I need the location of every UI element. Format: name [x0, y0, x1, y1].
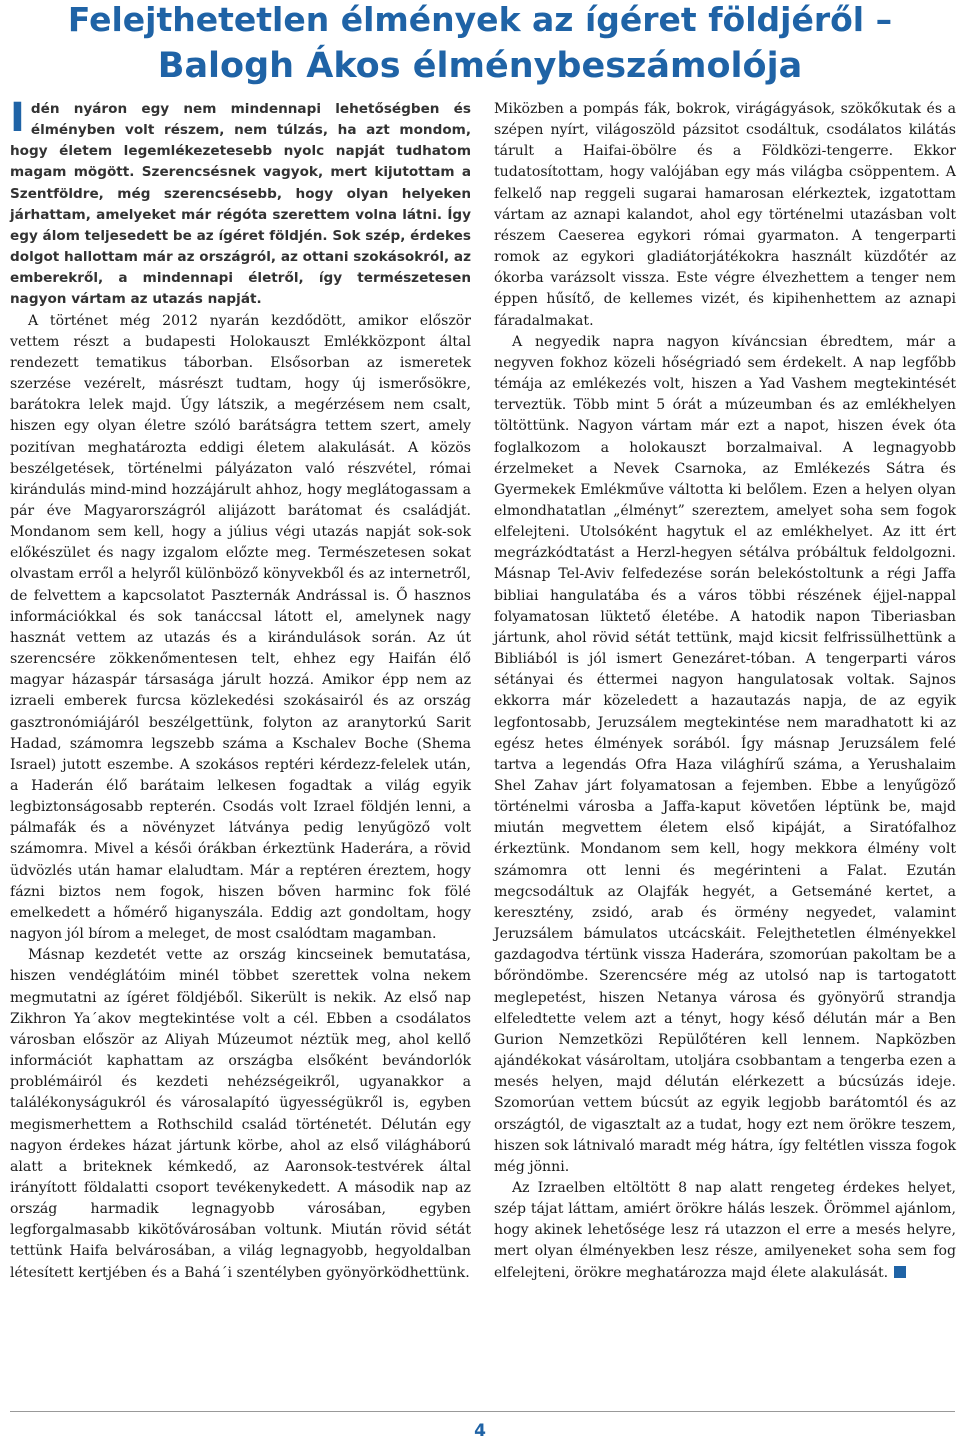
intro-paragraph: [10, 95, 471, 311]
body-paragraph: Miközben a pompás fák, bokrok, virágágyások, szökőkutak és a szépen nyírt, világoszöld pázsitot csodáltuk, csodálatos kilátás tárult a Haifai-öbölre és a Földközi-tengerre. Ekkor tudatosítottam, hogy valójában egy más világba csöppentem. A felkelő nap reggeli sugarai hamarosan elérkeztek, izgatottam vártam az aznapi kalandot, ahol egy történelmi utazásban volt részem Caeserea egykori római gyarmaton. A tengerparti romok az egykori gladiátorjátékokra használt küzdőtér az ókorba varázsolt vissza. Este végre élvezhettem a tenger nem éppen hűsítő, de kellemes vizét, és kipihenhettem az aznapi fáradalmakat.: [494, 101, 956, 329]
left-column: [10, 95, 471, 1284]
intro-text: dén nyáron egy nem mindennapi lehetőségben és élményben volt részem, nem túlzás, ha azt mondom, hogy életem legemlékezetesebb nyolc napját tudhatom magam mögött. Szerencsésnek vagyok, mert kijutottam a Szentföldre, még szerencsésebb, hogy olyan helyeken járhattam, amelyeket már régóta szerettem volna látni. Így egy álom teljesedett be az ígéret földjén. Sok szép, érdekes dolgot hallottam már az országról, az ottani szokásokról, az emberekről, a mindennapi életről, így természetesen nagyon vártam az utazás napját.: [10, 101, 471, 308]
footer-rule: [10, 1411, 955, 1412]
end-mark-square-icon: [894, 1266, 906, 1278]
article-title-line-2: Balogh Ákos élménybeszámolója: [157, 46, 803, 86]
article-title-line-1: Felejthetetlen élmények az ígéret földjéről –: [67, 0, 893, 39]
body-paragraph: A negyedik napra nagyon kíváncsian ébredtem, már a negyven fokhoz közeli hőségriadó sem érdekelt. A nap legfőbb témája az emlékezés volt, hiszen a Yad Vashem megtekintését terveztük. Több mint 5 órát a múzeumban és az emlékhelyen töltöttünk. Nagyon vártam már ezt a napot, hiszen évek óta foglalkozom a holokauszt borzalmaival. A legnagyobb érzelmeket a Nevek Csarnoka, az Emlékezés Sátra és Gyermekek Emlékműve váltotta ki belőlem. Ezen a helyen olyan elmondhatatlan „élményt” szereztem, amelyet soha sem fogok elfelejteni. Utolsóként hagytuk el az emlékhelyet. Az itt ért megrázkódtatást a Herzl-hegyen sétálva próbáltuk feldolgozni. Másnap Tel-Aviv felfedezése során belekóstoltunk a régi Jaffa bibliai hangulatába és a város többi részének éjjel-nappal folyamatosan lüktető életébe. A hatodik napon Tiberiasban jártunk, ahol rövid sétát tettünk, majd kicsit felfrissülhettünk a Bibliából is jól ismert Genezáret-tóban. A tengerparti város sétányai és éttermei nagyon hangulatosak voltak. Sajnos ekkorra már közeledett a hazautazás napja, de az egyik legfontosabb, Jeruzsálem megtekintése nem maradhatott ki az egész hetes élmények sorából. Így másnap Jeruzsálem felé tartva a legendás Ofra Haza világhírű száma, a Yerushalaim Shel Zahav járt folyamatosan a fejemben. Ebbe a lenyűgöző történelmi városba a Jaffa-kaput követően léptünk be, majd miután megvettem életem első kipáját, a Siratófalhoz érkeztünk. Mondanom sem kell, hogy mekkora élmény volt számomra ott lenni és megérinteni a Falat. Ezután megcsodáltuk az Olajfák hegyét, a Getsemáné kertet, a keresztény, zsidó, arab és örmény negyedet, valamint Jeruzsálem bámulatos utcácskáit. Felejthetetlen élményekkel gazdagodva tértünk vissza Haderára, szomorúan pakoltam be a bőröndömbe. Szerencsére még az utolsó nap is tartogatott meglepetést, hiszen Netanya városa és gyönyörű strandja elfeledtette velem azt a tényt, hogy késő délután már a Ben Gurion Nemzetközi Repülőtéren kell lennem. Napközben ajándékokat vásároltam, utoljára csobbantam a tengerba ezen a mesés helyen, majd délután elérkezett a búcsúzás ideje. Szomorúan vettem búcsút az egyik legjobb barátomtól és az országtól, de vigasztalt az a tudat, hogy ezt nem örökre teszem, hiszen sok látnivaló maradt még hátra, így feltétlen vissza fogok még jönni.: [494, 333, 956, 1175]
right-column: [494, 99, 956, 1284]
drop-cap: I: [10, 95, 25, 141]
body-paragraph: A történet még 2012 nyarán kezdődött, amikor először vettem részt a budapesti Holokauszt Emlékközpont által rendezett tematikus táborban. Elsősorban az ismeretek szerzése vezérelt, másrészt tudtam, hogy új ismerősökre, barátokra lelek majd. Úgy látszik, a megérzésem nem csalt, hiszen egy olyan életre szóló barátságra tettem szert, amely pozitívan meghatározta eddigi életem alakulását. A közös beszélgetések, történelmi pályázaton való részvétel, római kirándulás mind-mind hozzájárult ahhoz, hogy meglátogassam a pár éve Magyarországról alijázott barátomat és családját. Mondanom sem kell, hogy a július végi utazás napját sok-sok előkészület és nagy izgalom előzte meg. Természetesen sokat olvastam erről a helyről különböző könyvekből és az internetről, de felvettem a kapcsolatot Paszternák Andrással is. Ő hasznos információkkal és sok tanáccsal látott el, amelynek nagy hasznát vettem az utazás és a kirándulások során. Az út szerencsére zökkenőmentesen telt, ehhez egy Haifán élő magyar házaspár társasága járult hozzá. Amikor épp nem az izraeli emberek furcsa közlekedési szokásairól és az ország gasztronómiájáról beszélgettünk, folyton az aranytorkú Sarit Hadad, számomra legszebb száma a Kschalev Boche (Shema Israel) jutott eszembe. A szokásos reptéri kérdezz-felelek után, a Haderán élő barátaim lelkesen fogadtak a világ egyik legbiztonságosabb repterén. Csodás volt Izrael földjén lenni, a pálmafák és a növényzet látványa pedig lenyűgöző volt számomra. Mivel a késői órákban érkeztünk Haderára, a rövid üdvözlés után hamar elaludtam. Már a reptéren éreztem, hogy fázni biztos nem fogok, hiszen bőven harminc fok fölé emelkedett a hőmérő higanyszála. Eddig azt gondoltam, hogy nagyon jól bírom a meleget, de most csalódtam magamban.: [10, 312, 471, 943]
page-number: 4: [474, 1421, 486, 1441]
body-paragraph-final: [494, 1178, 956, 1284]
final-paragraph-text: Az Izraelben eltöltött 8 nap alatt rengeteg érdekes helyet, szép tájat láttam, amiért örökre hálás leszek. Örömmel ajánlom, hogy akinek lehetősége lesz rá utazzon el erre a mesés helyre, mert olyan élményekben lesz része, amilyeneket soha sem fog elfelejteni, örökre meghatározza majd élete alakulását.: [494, 1179, 956, 1281]
body-paragraph: Másnap kezdetét vette az ország kincseinek bemutatása, hiszen vendéglátóim minél többet szerettek volna nekem megmutatni az ígéret földjéből. Sikerült is nekik. Az első nap Zikhron Ya´akov megtekintése volt a cél. Ebben a csodálatos városban először az Aliyah Múzeumot néztük meg, ahol kellő információt kaphattam az országba elsőként bevándorlók problémáiról és kezdeti nehézségeikről, ugyanakkor a találékonyságukról és városalapító ügyességükről is, egyben megismerhettem a Rothschild család történetét. Délután egy nagyon érdekes házat jártunk körbe, ahol az első világháború alatt a briteknek kémkedő, az Aaronsok-testvérek által irányított földalatti csoport tevékenykedett. A második nap az ország harmadik legnagyobb városában, egyben legforgalmasabb kikötővárosában voltunk. Miután rövid sétát tettünk Haifa belvárosában, a világ legnagyobb, hegyoldalban létesített kertjében és a Bahá´i szentélyben gyönyörködhettünk.: [10, 947, 471, 1281]
